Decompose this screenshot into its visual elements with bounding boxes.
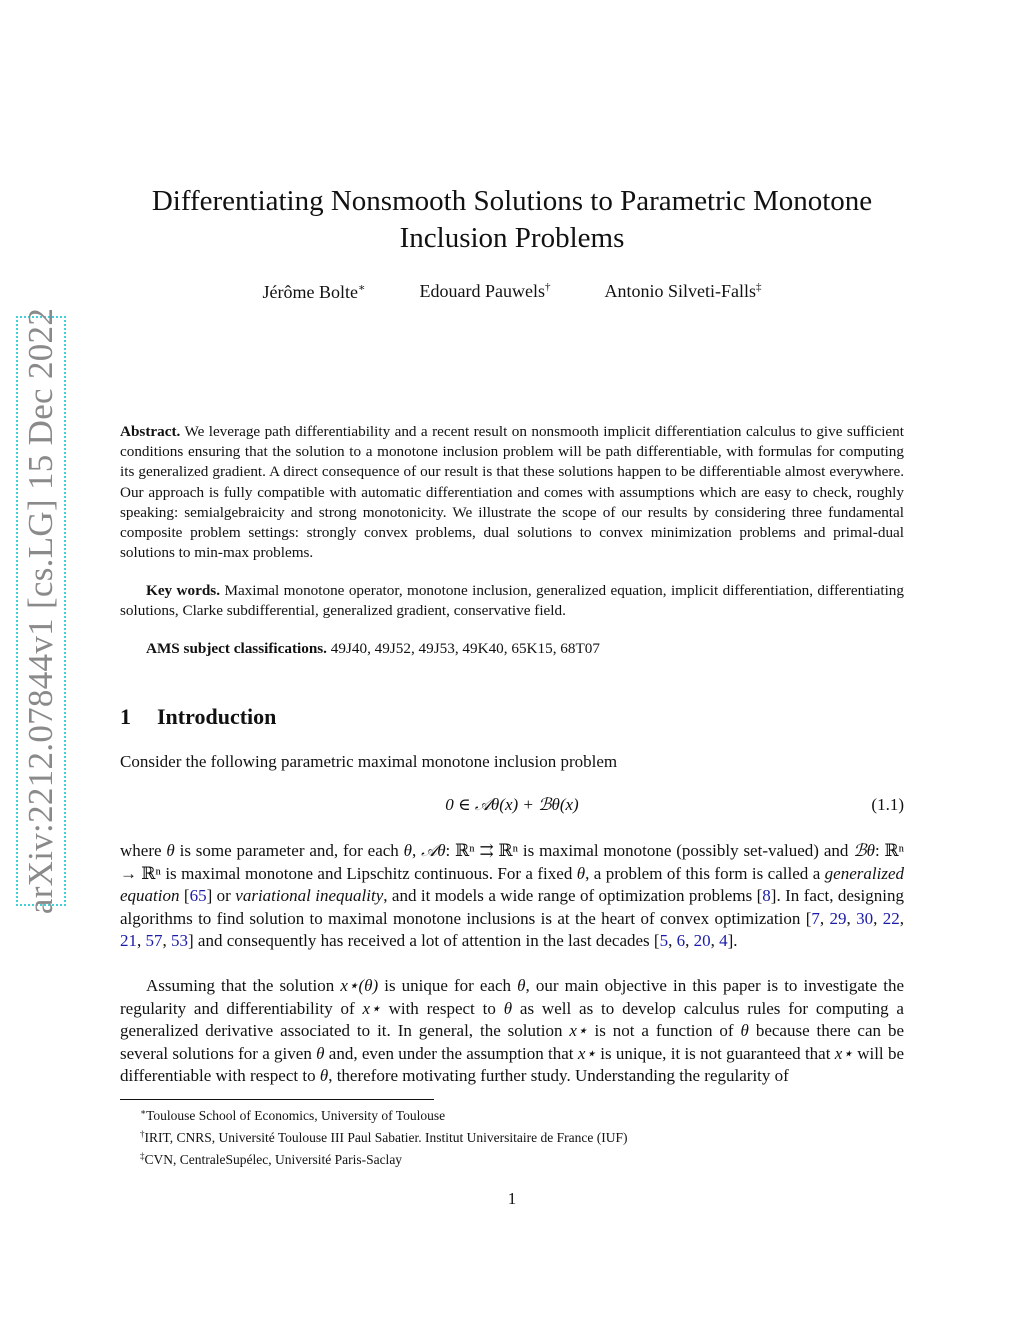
ams-classifications [146,639,906,659]
p1-text: , [412,841,422,860]
section-heading [120,704,276,730]
keywords-label: Key words. [146,582,221,599]
p1-text: is some parameter and, for each [174,841,404,860]
abstract-text: We leverage path differentiability and a recent result on nonsmooth implicit differentiation calculus to give sufficient conditions ensuring that the solution to a monotone inclusion problem will be path differentiable, with formulas for computing its generalized gradient. A direct consequence of our result is that these solutions happen to be differentiable almost everywhere. Our approach is fully compatible with automatic differentiation and comes with assumptions which are easy to check, roughly speaking: semialgebraicity and strong monotonicity. We illustrate the scope of our results by considering three fundamental composite problem settings: strongly convex problems, dual solutions to convex minimization problems and primal-dual solutions to min-max problems. [120,423,904,562]
footnotes [140,1103,627,1169]
x-star-symbol: x⋆ [834,1043,853,1063]
p2-text: is not a function of [587,1021,741,1041]
citation-link[interactable]: 30 [856,908,874,928]
footnote-1-text: Toulouse School of Economics, University of Toulouse [146,1108,446,1123]
author-2-name: Edouard Pauwels [419,281,545,301]
citation-link[interactable]: 29 [829,908,847,928]
paper-title [120,183,904,257]
footnote-divider [120,1099,434,1100]
footnote-3-text: CVN, CentraleSupélec, Université Paris-Saclay [144,1152,403,1167]
keywords [120,581,904,621]
theta-symbol: θ [503,998,513,1018]
citation-link[interactable]: 57 [145,931,163,951]
arxiv-stamp [16,307,66,915]
arxiv-identifier: arXiv:2212.07844v1 [cs.LG] 15 Dec 2022 [21,307,60,915]
citation-link[interactable]: 7 [811,908,820,928]
p2-text: is unique, it is not guaranteed that [596,1043,835,1063]
p2-text: Assuming that the solution [146,976,341,995]
theta-symbol: θ [166,841,175,860]
intro-paragraph-1: where θ is some parameter and, for each θ, 𝒜θ: ℝⁿ ⇉ ℝⁿ is maximal monotone (possibly set-valued) and ℬθ: ℝⁿ → ℝⁿ is maximal monotone and Lipschitz continuous. For a fixed θ, a problem of this form is called a generalized equation [65] or variational inequality, and it models a wide range of optimization problems [8]. In fact, designing algorithms to find solution to maximal monotone inclusions is at the heart of convex optimization [7, 29, 30, 22, 21, 57, 53] and consequently has received a lot of attention in the last decades [5, 6, 20, 4]. [120,841,905,951]
p1-text: [ [179,886,190,906]
p1-text: : ℝⁿ ⇉ ℝⁿ is maximal monotone (possibly set-valued) and [445,841,854,860]
x-star-symbol: x⋆ [569,1021,588,1041]
author-1-mark: ∗ [358,282,366,294]
theta-symbol: θ [319,1066,329,1086]
theta-symbol: θ [403,841,412,860]
footnote-3 [140,1147,627,1169]
p1-text: ] and consequently has received a lot of attention in the last decades [ [188,931,660,951]
equation-body: 0 ∈ 𝒜θ(x) + ℬθ(x) [445,795,579,814]
keywords-text: Maximal monotone operator, monotone inclusion, generalized equation, implicit differentiation, differentiating solutions, Clarke subdifferential, generalized gradient, conservative field. [120,582,904,620]
p1-text: ]. [727,931,738,951]
p2-text: because there can be several solutions for a given [120,1021,904,1063]
equation-label: (1.1) [871,795,904,814]
x-star-theta-symbol: x⋆(θ) [340,976,379,995]
x-star-symbol: x⋆ [577,1043,596,1063]
intro-lead-sentence: Consider the following parametric maximal monotone inclusion problem [120,752,618,771]
x-star-symbol: x⋆ [362,998,381,1018]
equation-1-1 [120,795,904,819]
p2-text: will be differentiable with respect to [120,1043,904,1086]
term-variational-inequality: variational inequality [235,886,384,906]
p2-text: as well as to develop calculus rules for computing a generalized derivative associated to it. In general, the solution [120,998,904,1041]
citation-link[interactable]: 4 [719,931,728,951]
section-number: 1 [120,704,131,729]
theta-symbol: θ [316,1043,325,1063]
author-3-name: Antonio Silveti-Falls [604,281,756,301]
title-line-1: Differentiating Nonsmooth Solutions to Parametric Monotone [151,185,873,217]
citation-link[interactable]: 21 [120,931,137,951]
citation-link[interactable]: 6 [676,931,686,951]
p1-text: ] or [206,886,236,906]
section-title-text: Introduction [157,704,277,729]
author-2-mark: † [544,281,551,293]
p1-text: where [120,841,167,860]
abstract [120,422,904,563]
ams-text: 49J40, 49J52, 49J53, 49K40, 65K15, 68T07 [330,640,600,657]
page-number: 1 [507,1189,517,1208]
citation-link[interactable]: 8 [762,886,771,906]
p1-text: ]. In fact, designing algorithms to find solution to maximal monotone inclusions is at the heart of convex optimization [ [120,886,904,928]
author-2 [419,281,550,303]
footnote-3-mark: ‡ [140,1151,145,1161]
citation-link[interactable]: 53 [171,931,188,951]
theta-symbol: θ [517,976,526,995]
author-1 [263,281,366,303]
theta-symbol: θ [740,1021,749,1041]
footnote-1-mark: ∗ [140,1107,147,1117]
footnote-1 [140,1103,627,1125]
author-3 [604,281,761,303]
operator-a-theta: 𝒜θ [421,841,446,860]
author-list [120,281,904,303]
footnote-2-mark: † [140,1129,145,1139]
citation-link[interactable]: 65 [189,886,207,906]
operator-b-theta: ℬθ [853,841,875,860]
theta-symbol: θ [576,863,586,883]
citation-link[interactable]: 22 [882,908,900,928]
p1-text: , a problem of this form is called a [585,863,825,883]
p1-text: : ℝⁿ → ℝⁿ is maximal monotone and Lipschitz continuous. For a fixed [120,841,904,883]
title-line-2: Inclusion Problems [399,222,625,254]
author-3-mark: ‡ [755,281,762,293]
p2-text: , therefore motivating further study. Understanding the regularity of [328,1066,789,1086]
p1-text: , and it models a wide range of optimization problems [ [383,886,763,906]
abstract-label: Abstract. [120,423,181,440]
p2-text: is unique for each [378,976,518,995]
p2-text: and, even under the assumption that [324,1043,578,1063]
term-generalized-equation: generalized equation [120,863,904,906]
intro-paragraph-2 [120,975,904,1088]
author-1-name: Jérôme Bolte [262,282,358,302]
citation-link[interactable]: 20 [693,931,711,951]
citation-link[interactable]: 5 [659,931,669,951]
footnote-2 [140,1125,627,1147]
p2-text: , our main objective in this paper is to investigate the regularity and differentiability of [120,976,904,1018]
p2-text: with respect to [380,998,504,1018]
footnote-2-text: IRIT, CNRS, Université Toulouse III Paul Sabatier. Institut Universitaire de France (IUF) [144,1130,628,1145]
ams-label: AMS subject classifications. [146,640,327,657]
